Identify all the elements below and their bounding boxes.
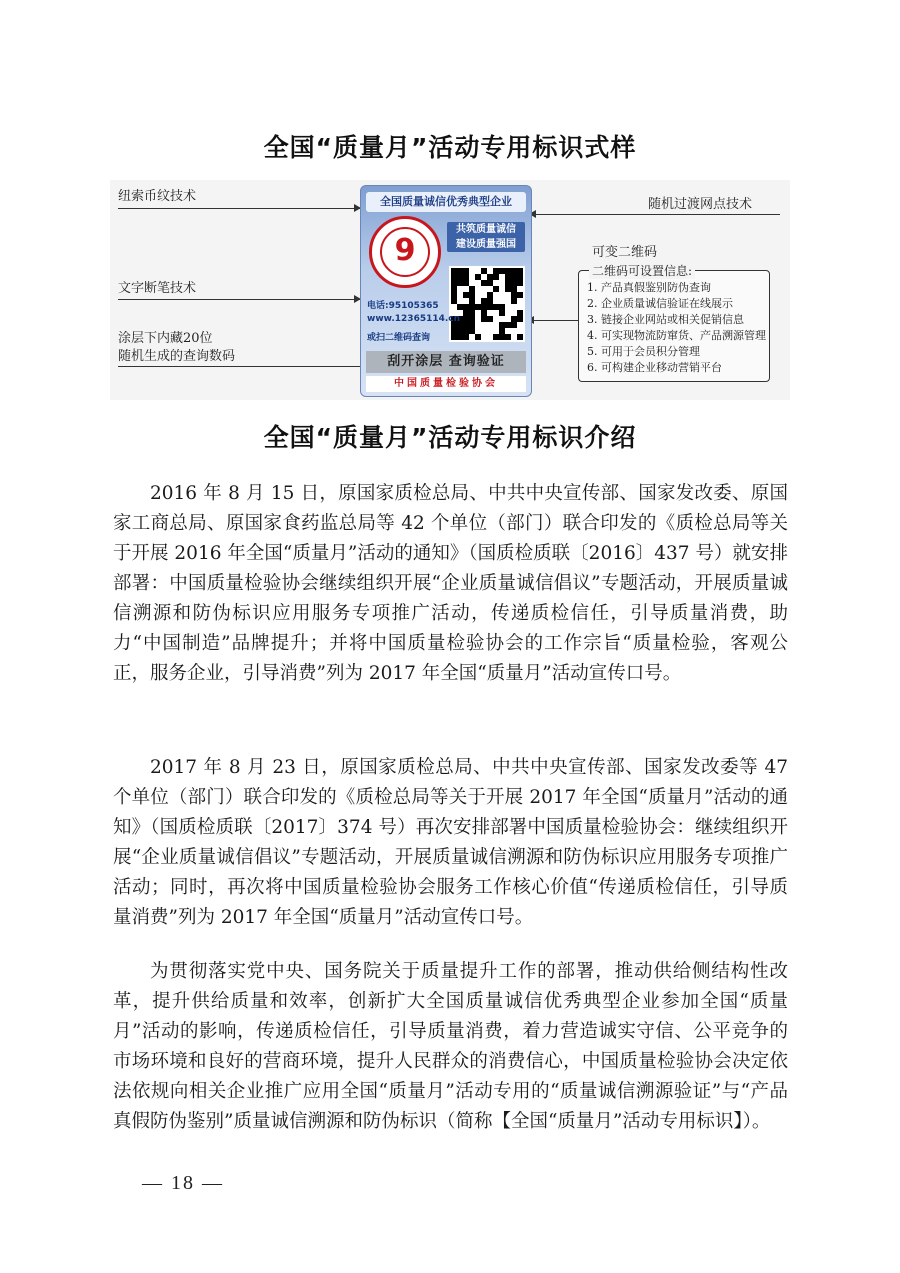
slogan-line-2: 建设质量强国 [456,239,516,250]
china-quality-month-seal [369,216,441,288]
paragraph-1: 2016 年 8 月 15 日，原国家质检总局、中共中央宣传部、国家发改委、原国家工商总局、原国家食药监总局等 42 个单位（部门）联合印发的《质检总局等关于开展 2016 年全国“质量月”活动的通知》（国质检质联〔2016〕437 号）就安排部署：中国质量检验协会继续组织开展“企业质量诚信倡议”专题活动，开展质量诚信溯源和防伪标识应用服务专项推广活动，传递质检信任，引导质量消费，助力“中国制造”品牌提升；并将中国质量检验协会的工作宗旨“质量检验，客观公正，服务企业，引导消费”列为 2017 年全国“质量月”活动宣传口号。 [113,482,788,684]
quality-month-label [360,185,532,397]
list-item: 6. 可构建企业移动营销平台 [587,361,722,374]
paragraph-3: 为贯彻落实党中央、国务院关于质量提升工作的部署，推动供给侧结构性改革，提升供给质量和效率，创新扩大全国质量诚信优秀典型企业参加全国“质量月”活动的影响，传递质检信任，引导质量消费，着力营造诚实守信、公平竞争的市场环境和良好的营商环境，提升人民群众的消费信心，中国质量检验协会决定依法依规向相关企业推广应用全国“质量月”活动专用的“质量诚信溯源验证”与“产品真假防伪鉴别”质量诚信溯源和防伪标识（简称【全国“质量月”活动专用标识】）。 [113,960,788,1132]
list-item: 3. 链接企业网站或相关促销信息 [587,313,744,326]
qr-info-list [587,280,766,376]
callout-broken-stroke: 文字断笔技术 [118,281,197,296]
figure-title: 全国“质量月”活动专用标识式样 [263,133,637,162]
scratch-panel: 刮开涂层 查询验证 [366,351,526,373]
callout-line [118,366,368,367]
callout-variable-qr: 可变二维码 [592,245,658,260]
seal-number: 9 [394,233,416,268]
callout-random-dot: 随机过渡网点技术 [648,197,753,212]
callout-line [528,320,578,321]
paragraph-2: 2017 年 8 月 23 日，原国家质检总局、中共中央宣传部、国家发改委等 47 个单位（部门）联合印发的《质检总局等关于开展 2017 年全国“质量月”活动的通知》（国质检质联〔2017〕374 号）再次安排部署中国质量检验协会：继续组织开展“企业质量诚信倡议”专题活动，开展质量诚信溯源和防伪标识应用服务专项推广活动；同时，再次将中国质量检验协会服务工作核心价值“传递质检信任，引导质量消费”列为 2017 年全国“质量月”活动宣传口号。 [113,756,788,928]
qr-info-box [578,264,770,382]
label-website: www.12365114.cn [367,314,461,324]
section-title: 全国“质量月”活动专用标识介绍 [263,423,637,452]
list-item: 5. 可用于会员积分管理 [587,345,700,358]
slogan-line-1: 共筑质量诚信 [456,224,516,235]
callout-line [530,214,780,215]
callout-line [118,208,360,209]
label-header: 全国质量诚信优秀典型企业 [366,192,526,212]
list-item: 4. 可实现物流防窜货、产品溯源管理 [587,329,766,342]
qr-info-title: 二维码可设置信息: [589,262,695,279]
callout-guilloche: 纽索币纹技术 [118,189,197,204]
association-name: 中国质量检验协会 [366,376,526,392]
list-item: 1. 产品真假鉴别防伪查询 [587,281,711,294]
callout-line [118,299,360,300]
label-phone: 电话:95105365 [367,301,439,311]
logo-figure [110,180,790,400]
page-number: — 18 — [142,1172,224,1194]
callout-hidden-code-line2: 随机生成的查询数码 [118,349,236,364]
label-scan-text: 或扫二维码查询 [367,333,431,343]
qr-code-pattern [451,268,523,340]
callout-hidden-code-line1: 涂层下内藏20位 [118,331,213,346]
qr-code [449,266,525,342]
list-item: 2. 企业质量诚信验证在线展示 [587,297,733,310]
label-slogan [447,222,525,252]
